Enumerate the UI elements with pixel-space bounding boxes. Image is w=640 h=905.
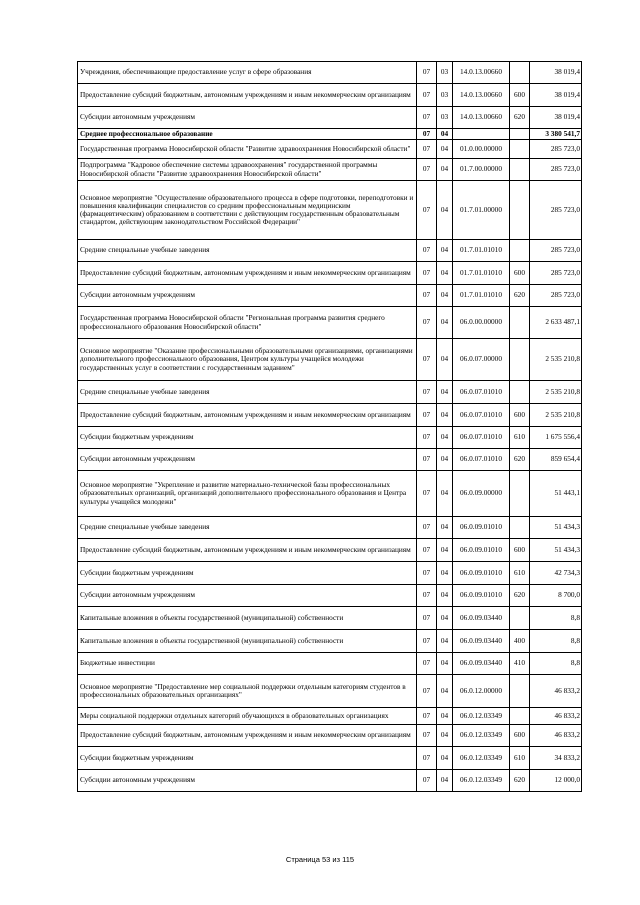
table-row — [78, 427, 582, 449]
cell-subsection: 04 — [437, 539, 453, 562]
cell-amount: 1 675 556,4 — [530, 427, 582, 449]
cell-expense-type — [510, 129, 530, 140]
cell-expense-type: 610 — [510, 747, 530, 770]
table-row — [78, 770, 582, 792]
budget-table — [77, 61, 582, 792]
cell-expense-type — [510, 140, 530, 159]
cell-expense-type — [510, 240, 530, 262]
cell-name: Средние специальные учебные заведения — [78, 517, 417, 539]
table-row — [78, 630, 582, 653]
cell-target-article — [453, 129, 510, 140]
cell-expense-type: 610 — [510, 427, 530, 449]
cell-amount: 46 833,2 — [530, 675, 582, 708]
cell-expense-type: 610 — [510, 562, 530, 585]
table-row — [78, 585, 582, 607]
cell-subsection: 04 — [437, 653, 453, 675]
cell-section: 07 — [417, 140, 437, 159]
cell-subsection: 04 — [437, 404, 453, 427]
table-row — [78, 381, 582, 404]
cell-section: 07 — [417, 181, 437, 240]
cell-amount: 8,8 — [530, 653, 582, 675]
cell-subsection: 04 — [437, 708, 453, 725]
cell-section: 07 — [417, 240, 437, 262]
cell-subsection: 04 — [437, 607, 453, 630]
cell-target-article: 01.0.00.00000 — [453, 140, 510, 159]
cell-section: 07 — [417, 107, 437, 129]
cell-subsection: 04 — [437, 240, 453, 262]
cell-subsection: 04 — [437, 562, 453, 585]
cell-amount: 285 723,0 — [530, 140, 582, 159]
cell-expense-type — [510, 517, 530, 539]
cell-name: Субсидии автономным учреждениям — [78, 285, 417, 307]
table-row — [78, 107, 582, 129]
table-row — [78, 307, 582, 339]
cell-target-article: 06.0.00.00000 — [453, 307, 510, 339]
cell-subsection: 04 — [437, 140, 453, 159]
cell-target-article: 06.0.12.00000 — [453, 675, 510, 708]
cell-name: Субсидии автономным учреждениям — [78, 107, 417, 129]
cell-expense-type: 620 — [510, 285, 530, 307]
cell-amount: 2 535 210,8 — [530, 404, 582, 427]
cell-name: Субсидии автономным учреждениям — [78, 449, 417, 471]
cell-target-article: 01.7.01.01010 — [453, 262, 510, 285]
cell-name: Предоставление субсидий бюджетным, автономным учреждениям и иным некоммерческим организациям — [78, 539, 417, 562]
cell-expense-type — [510, 675, 530, 708]
cell-target-article: 06.0.09.00000 — [453, 471, 510, 517]
cell-amount: 2 535 210,8 — [530, 381, 582, 404]
cell-expense-type: 620 — [510, 107, 530, 129]
cell-expense-type: 400 — [510, 630, 530, 653]
cell-amount: 46 833,2 — [530, 725, 582, 747]
cell-expense-type — [510, 471, 530, 517]
cell-section: 07 — [417, 471, 437, 517]
cell-subsection: 04 — [437, 339, 453, 381]
table-row — [78, 159, 582, 181]
cell-name: Субсидии автономным учреждениям — [78, 770, 417, 792]
cell-amount: 859 654,4 — [530, 449, 582, 471]
cell-name: Бюджетные инвестиции — [78, 653, 417, 675]
cell-target-article: 06.0.09.01010 — [453, 539, 510, 562]
cell-section: 07 — [417, 747, 437, 770]
table-row — [78, 675, 582, 708]
cell-target-article: 06.0.12.03349 — [453, 770, 510, 792]
cell-amount: 51 434,3 — [530, 517, 582, 539]
cell-amount: 34 833,2 — [530, 747, 582, 770]
cell-name: Предоставление субсидий бюджетным, автономным учреждениям и иным некоммерческим организациям — [78, 84, 417, 107]
cell-expense-type: 410 — [510, 653, 530, 675]
table-row — [78, 449, 582, 471]
table-row — [78, 339, 582, 381]
cell-amount: 285 723,0 — [530, 285, 582, 307]
cell-target-article: 06.0.07.01010 — [453, 404, 510, 427]
cell-section: 07 — [417, 725, 437, 747]
table-row — [78, 471, 582, 517]
cell-subsection: 04 — [437, 181, 453, 240]
cell-section: 07 — [417, 427, 437, 449]
cell-section: 07 — [417, 449, 437, 471]
cell-expense-type: 600 — [510, 262, 530, 285]
cell-expense-type — [510, 181, 530, 240]
cell-expense-type: 620 — [510, 585, 530, 607]
cell-amount: 42 734,3 — [530, 562, 582, 585]
table-row — [78, 62, 582, 84]
cell-name: Основное мероприятие "Укрепление и развитие материально-технической базы профессиональных образовательных организаций, организаций дополнительного профессионального образования и Центра культуры учащейся молодежи" — [78, 471, 417, 517]
cell-target-article: 06.0.09.01010 — [453, 562, 510, 585]
cell-section: 07 — [417, 62, 437, 84]
cell-name: Субсидии бюджетным учреждениям — [78, 747, 417, 770]
cell-target-article: 06.0.09.03440 — [453, 630, 510, 653]
cell-amount: 8 700,0 — [530, 585, 582, 607]
cell-section: 07 — [417, 159, 437, 181]
cell-subsection: 04 — [437, 262, 453, 285]
cell-subsection: 04 — [437, 285, 453, 307]
cell-name: Основное мероприятие "Предоставление мер социальной поддержки отдельным категориям студентов в профессиональных образовательных организациях" — [78, 675, 417, 708]
cell-amount: 2 633 487,1 — [530, 307, 582, 339]
cell-section: 07 — [417, 285, 437, 307]
cell-name: Предоставление субсидий бюджетным, автономным учреждениям и иным некоммерческим организациям — [78, 262, 417, 285]
cell-amount: 46 833,2 — [530, 708, 582, 725]
cell-subsection: 04 — [437, 630, 453, 653]
cell-target-article: 01.7.01.00000 — [453, 181, 510, 240]
cell-section: 07 — [417, 339, 437, 381]
cell-section: 07 — [417, 404, 437, 427]
cell-target-article: 06.0.07.01010 — [453, 381, 510, 404]
cell-expense-type: 600 — [510, 539, 530, 562]
cell-target-article: 06.0.09.03440 — [453, 653, 510, 675]
table-row — [78, 562, 582, 585]
cell-amount: 285 723,0 — [530, 240, 582, 262]
cell-section: 07 — [417, 708, 437, 725]
cell-section: 07 — [417, 381, 437, 404]
cell-amount: 38 019,4 — [530, 62, 582, 84]
cell-name: Меры социальной поддержки отдельных категорий обучающихся в образовательных организациях — [78, 708, 417, 725]
cell-expense-type — [510, 62, 530, 84]
cell-expense-type — [510, 339, 530, 381]
cell-target-article: 06.0.09.01010 — [453, 517, 510, 539]
cell-amount: 38 019,4 — [530, 107, 582, 129]
table-row — [78, 240, 582, 262]
table-row — [78, 84, 582, 107]
cell-name: Средние специальные учебные заведения — [78, 381, 417, 404]
cell-target-article: 06.0.12.03349 — [453, 725, 510, 747]
cell-expense-type: 620 — [510, 449, 530, 471]
cell-subsection: 04 — [437, 471, 453, 517]
table-row — [78, 747, 582, 770]
cell-subsection: 04 — [437, 427, 453, 449]
cell-section: 07 — [417, 562, 437, 585]
cell-subsection: 04 — [437, 725, 453, 747]
cell-target-article: 01.7.00.00000 — [453, 159, 510, 181]
cell-subsection: 04 — [437, 449, 453, 471]
cell-subsection: 04 — [437, 585, 453, 607]
cell-amount: 285 723,0 — [530, 159, 582, 181]
cell-expense-type: 600 — [510, 725, 530, 747]
cell-amount: 51 434,3 — [530, 539, 582, 562]
cell-target-article: 01.7.01.01010 — [453, 285, 510, 307]
cell-subsection: 04 — [437, 159, 453, 181]
table-row — [78, 607, 582, 630]
cell-target-article: 01.7.01.01010 — [453, 240, 510, 262]
cell-section: 07 — [417, 607, 437, 630]
cell-subsection: 04 — [437, 517, 453, 539]
cell-section: 07 — [417, 262, 437, 285]
cell-section: 07 — [417, 585, 437, 607]
cell-name: Капитальные вложения в объекты государственной (муниципальной) собственности — [78, 630, 417, 653]
table-row — [78, 653, 582, 675]
cell-section: 07 — [417, 307, 437, 339]
cell-expense-type — [510, 159, 530, 181]
cell-target-article: 06.0.12.03349 — [453, 747, 510, 770]
cell-amount: 8,8 — [530, 607, 582, 630]
cell-target-article: 14.0.13.00660 — [453, 84, 510, 107]
cell-name: Предоставление субсидий бюджетным, автономным учреждениям и иным некоммерческим организациям — [78, 725, 417, 747]
cell-name: Основное мероприятие "Оказание профессиональными образовательными организациями, организациями дополнительного профессионального образования, Центром культуры учащейся молодежи государственных услуг в соответствии с государственным заданием" — [78, 339, 417, 381]
cell-subsection: 04 — [437, 381, 453, 404]
cell-amount: 285 723,0 — [530, 262, 582, 285]
cell-name: Подпрограмма "Кадровое обеспечение системы здравоохранения" государственной программы Новосибирской области "Развитие здравоохранения Новосибирской области" — [78, 159, 417, 181]
cell-target-article: 06.0.12.03349 — [453, 708, 510, 725]
cell-amount: 8,8 — [530, 630, 582, 653]
table-row — [78, 129, 582, 140]
cell-subsection: 04 — [437, 770, 453, 792]
cell-name: Субсидии бюджетным учреждениям — [78, 562, 417, 585]
cell-section: 07 — [417, 517, 437, 539]
cell-section: 07 — [417, 770, 437, 792]
cell-section: 07 — [417, 653, 437, 675]
cell-target-article: 06.0.07.00000 — [453, 339, 510, 381]
cell-subsection: 03 — [437, 84, 453, 107]
cell-subsection: 03 — [437, 62, 453, 84]
cell-expense-type — [510, 307, 530, 339]
cell-section: 07 — [417, 675, 437, 708]
cell-section: 07 — [417, 84, 437, 107]
table-row — [78, 285, 582, 307]
table-row — [78, 181, 582, 240]
cell-section: 07 — [417, 129, 437, 140]
table-row — [78, 725, 582, 747]
cell-name: Субсидии автономным учреждениям — [78, 585, 417, 607]
table-row — [78, 517, 582, 539]
table-row — [78, 404, 582, 427]
cell-target-article: 06.0.07.01010 — [453, 449, 510, 471]
cell-expense-type: 600 — [510, 404, 530, 427]
cell-section: 07 — [417, 539, 437, 562]
cell-amount: 3 380 541,7 — [530, 129, 582, 140]
cell-amount: 2 535 210,8 — [530, 339, 582, 381]
cell-name: Государственная программа Новосибирской области "Региональная программа развития среднего профессионального образования Новосибирской области" — [78, 307, 417, 339]
cell-name: Предоставление субсидий бюджетным, автономным учреждениям и иным некоммерческим организациям — [78, 404, 417, 427]
page-footer: Страница 53 из 115 — [285, 855, 355, 864]
cell-target-article: 14.0.13.00660 — [453, 62, 510, 84]
cell-subsection: 04 — [437, 129, 453, 140]
cell-expense-type — [510, 607, 530, 630]
table-row — [78, 140, 582, 159]
cell-name: Государственная программа Новосибирской области "Развитие здравоохранения Новосибирской области" — [78, 140, 417, 159]
cell-target-article: 06.0.07.01010 — [453, 427, 510, 449]
cell-expense-type — [510, 708, 530, 725]
cell-amount: 12 000,0 — [530, 770, 582, 792]
cell-expense-type — [510, 381, 530, 404]
table-row — [78, 262, 582, 285]
cell-amount: 285 723,0 — [530, 181, 582, 240]
cell-name: Капитальные вложения в объекты государственной (муниципальной) собственности — [78, 607, 417, 630]
cell-name: Учреждения, обеспечивающие предоставление услуг в сфере образования — [78, 62, 417, 84]
cell-amount: 38 019,4 — [530, 84, 582, 107]
cell-subsection: 03 — [437, 107, 453, 129]
cell-name: Средние специальные учебные заведения — [78, 240, 417, 262]
table-row — [78, 539, 582, 562]
cell-subsection: 04 — [437, 675, 453, 708]
cell-subsection: 04 — [437, 747, 453, 770]
cell-target-article: 14.0.13.00660 — [453, 107, 510, 129]
cell-target-article: 06.0.09.01010 — [453, 585, 510, 607]
cell-section: 07 — [417, 630, 437, 653]
cell-amount: 51 443,1 — [530, 471, 582, 517]
cell-name: Основное мероприятие "Осуществление образовательного процесса в сфере подготовки, переподготовки и повышения квалификации специалистов со средним профессиональным медицинским (фармацевтическим) образованием в соответствии с действующим государственным образовательным стандартом, действующим законодательством Российской Федерации" — [78, 181, 417, 240]
cell-subsection: 04 — [437, 307, 453, 339]
cell-name: Среднее профессиональное образование — [78, 129, 417, 140]
cell-expense-type: 620 — [510, 770, 530, 792]
cell-name: Субсидии бюджетным учреждениям — [78, 427, 417, 449]
table-row — [78, 708, 582, 725]
cell-target-article: 06.0.09.03440 — [453, 607, 510, 630]
cell-expense-type: 600 — [510, 84, 530, 107]
